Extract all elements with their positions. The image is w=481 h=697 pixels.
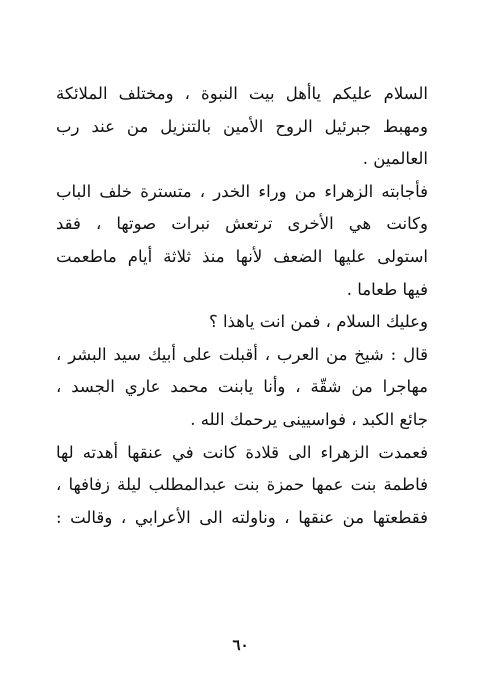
text-line: مهاجرا من شقّة ، وأنا يابنت محمد عاري الجسد ، (56, 377, 428, 397)
text-line: فيها طعاما . (346, 279, 428, 299)
text-line: فعمدت الزهراء الى قلادة كانت في عنقها أهدته لها (56, 442, 428, 462)
text-line: السلام عليكم ياأهل بيت النبوة ، ومختلف الملائكة (56, 84, 428, 103)
text-line: فاطمة بنت عمها حمزة بنت عبدالمطلب ليلة زفافها ، (56, 475, 428, 495)
text-line: فقطعتها من عنقها ، وناولته الى الأعرابي ، وقالت : (56, 507, 428, 527)
page-number: ٦٠ (232, 636, 249, 654)
text-line: ومهبط جبرئيل الروح الأمين بالتنزيل من عند رب (56, 116, 428, 136)
text-line: العالمين . (362, 149, 428, 169)
body-text (56, 78, 428, 534)
text-line: استولى عليها الضعف لأنها منذ ثلاثة أيام ماطعمت (56, 246, 428, 266)
text-line: وعليك السلام ، فمن انت ياهذا ؟ (208, 312, 428, 332)
text-line: قال : شيخ من العرب ، أقبلت على أبيك سيد البشر ، (56, 344, 428, 364)
text-line: وكانت هي الأخرى ترتعش نبرات صوتها ، فقد (56, 214, 428, 234)
text-line: جائع الكبد ، فواسيينى يرحمك الله . (190, 409, 428, 429)
text-line: فأجابته الزهراء من وراء الخدر ، متسترة خلف الباب (56, 181, 428, 201)
